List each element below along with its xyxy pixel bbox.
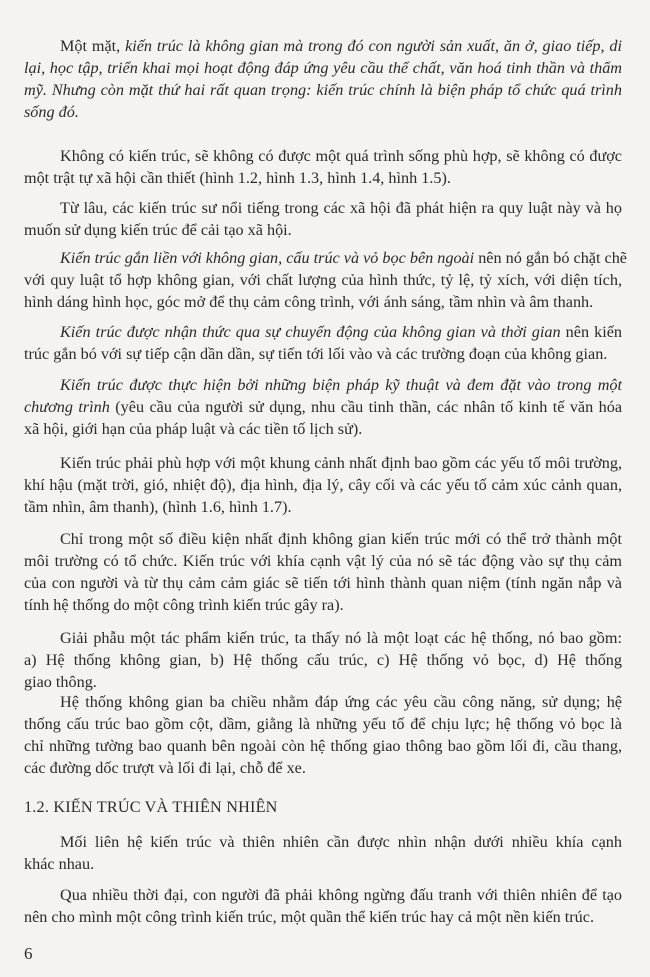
text-run: thống cấu trúc bao gồm cột, dầm, giằng là những yếu tố để chịu lực; hệ thống vỏ bọc là xyxy=(24,715,622,733)
text-line xyxy=(24,247,627,269)
text-run: (yêu cầu của người sử dụng, nhu cầu tinh thần, các nhân tố kinh tế văn hóa xyxy=(109,398,622,416)
text-line xyxy=(24,649,622,671)
text-line xyxy=(24,291,622,313)
text-run: Không có kiến trúc, sẽ không có được một quá trình sống phù hợp, sẽ không có được xyxy=(60,147,622,165)
text-line xyxy=(24,671,622,693)
italic-text: mỹ. Nhưng còn mặt thứ hai rất quan trọng: kiến trúc chính là biện pháp tổ chức quá trình xyxy=(24,81,622,99)
text-line xyxy=(24,343,622,365)
text-line xyxy=(24,735,622,757)
text-line xyxy=(24,57,622,79)
text-run: môi trường có tổ chức. Kiến trúc với khía cạnh vật lý của nó sẽ tác động vào sự thụ cảm xyxy=(24,552,622,570)
paragraph xyxy=(24,691,622,779)
text-run: Mối liên hệ kiến trúc và thiên nhiên cần được nhìn nhận dưới nhiều khía cạnh xyxy=(60,833,622,851)
text-line xyxy=(24,219,622,241)
text-line xyxy=(24,321,622,343)
text-run: nên kiến xyxy=(560,323,622,341)
text-run: nên nó gắn bó chặt chẽ xyxy=(474,249,627,267)
text-run: Giải phẫu một tác phẩm kiến trúc, ta thấy nó là một loạt các hệ thống, nó bao gồm: xyxy=(60,629,622,647)
text-run: Chỉ trong một số điều kiện nhất định không gian kiến trúc mới có thể trở thành một xyxy=(60,530,622,548)
paragraph xyxy=(24,35,622,123)
paragraph xyxy=(24,321,622,365)
text-line xyxy=(24,396,622,418)
italic-text: Kiến trúc được nhận thức qua sự chuyển động của không gian và thời gian xyxy=(60,323,561,341)
paragraph xyxy=(24,247,627,313)
text-run: Kiến trúc phải phù hợp với một khung cảnh nhất định bao gồm các yếu tố môi trường, xyxy=(60,454,622,472)
paragraph xyxy=(24,145,622,189)
text-run: một trật tự xã hội cần thiết (hình 1.2, hình 1.3, hình 1.4, hình 1.5). xyxy=(24,169,451,187)
text-line xyxy=(24,35,622,57)
text-run: Một mặt, xyxy=(60,37,126,55)
text-run: chỉ những tường bao quanh bên ngoài còn hệ thống giao thông bao gồm lối đi, cầu thang, xyxy=(24,737,622,755)
text-line xyxy=(24,496,622,518)
text-line xyxy=(24,418,622,440)
text-run: tính hệ thống do một công trình kiến trúc gây ra). xyxy=(24,596,344,614)
text-line xyxy=(24,474,622,496)
italic-text: sống đó. xyxy=(24,103,79,121)
paragraph xyxy=(24,627,622,693)
text-line xyxy=(24,691,622,713)
page-number: 6 xyxy=(24,944,33,963)
paragraph xyxy=(24,197,622,241)
text-line xyxy=(24,627,622,649)
text-line xyxy=(24,197,622,219)
text-line xyxy=(24,713,622,735)
text-run: nên cho mình một công trình kiến trúc, một quần thể kiến trúc hay cả một nền kiến trúc. xyxy=(24,908,595,926)
italic-text: lại, học tập, triển khai mọi hoạt động đáp ứng yêu cầu thể chất, văn hoá tinh thần và thẩm xyxy=(24,59,622,77)
text-line xyxy=(24,594,622,616)
text-line xyxy=(24,374,622,396)
italic-text: chương trình xyxy=(24,398,110,416)
text-run: tầm nhìn, âm thanh), (hình 1.6, hình 1.7). xyxy=(24,498,292,516)
text-line xyxy=(24,831,622,853)
text-run: Từ lâu, các kiến trúc sư nổi tiếng trong các xã hội đã phát hiện ra quy luật này và họ xyxy=(60,199,622,217)
text-line xyxy=(24,906,622,928)
text-run: khí hậu (mặt trời, gió, nhiệt độ), địa hình, địa lý, cây cối và các yếu tố cảm xúc cảnh quan, xyxy=(24,476,622,494)
text-run: Hệ thống không gian ba chiều nhằm đáp ứng các yêu cầu công năng, sử dụng; hệ xyxy=(60,693,622,711)
paragraph xyxy=(24,452,622,518)
text-line xyxy=(24,528,622,550)
text-line xyxy=(24,79,622,101)
italic-text: kiến trúc là không gian mà trong đó con người sản xuất, ăn ở, giao tiếp, di xyxy=(125,37,622,55)
paragraph xyxy=(24,528,622,616)
text-run: khác nhau. xyxy=(24,855,95,873)
text-run: của con người và từ thụ cảm cảm giác sẽ tiến tới hình thành quan niệm (tính ngăn nắp và xyxy=(24,574,622,592)
paragraph xyxy=(24,831,622,875)
paragraph xyxy=(24,884,622,928)
text-line xyxy=(24,452,622,474)
italic-text: Kiến trúc gắn liền với không gian, cấu trúc và vỏ bọc bên ngoài xyxy=(60,249,475,267)
text-line xyxy=(24,167,622,189)
text-line xyxy=(24,884,622,906)
text-run: trúc gắn bó với sự tiếp cận dần dần, sự tiến tới lối vào và các trường đoạn của không gian. xyxy=(24,345,608,363)
text-run: giao thông. xyxy=(24,673,97,691)
text-line xyxy=(24,550,622,572)
text-line xyxy=(24,572,622,594)
paragraph xyxy=(24,374,622,440)
italic-text: Kiến trúc được thực hiện bởi những biện pháp kỹ thuật và đem đặt vào trong một xyxy=(60,376,622,394)
text-run: hình dáng hình học, góc mở để thụ cảm công trình, với ánh sáng, tầm nhìn và âm thanh. xyxy=(24,293,594,311)
text-run: các đường dốc trượt và lối đi lại, chỗ để xe. xyxy=(24,759,306,777)
text-run: với quy luật tổ hợp không gian, với chất lượng của hình thức, tỷ lệ, tỷ xích, với diện tích, xyxy=(24,271,622,289)
text-run: muốn sử dụng kiến trúc để cải tạo xã hội. xyxy=(24,221,292,239)
text-line xyxy=(24,757,622,779)
text-run: a) Hệ thống không gian, b) Hệ thống cấu trúc, c) Hệ thống vỏ bọc, d) Hệ thống xyxy=(24,651,622,669)
section-heading: 1.2. KIẾN TRÚC VÀ THIÊN NHIÊN xyxy=(24,798,278,816)
text-line xyxy=(24,145,622,167)
text-run: xã hội, giới hạn của pháp luật và các tiền tố lịch sử). xyxy=(24,420,363,438)
text-run: Qua nhiều thời đại, con người đã phải không ngừng đấu tranh với thiên nhiên để tạo xyxy=(60,886,622,904)
text-line xyxy=(24,853,622,875)
text-line xyxy=(24,269,622,291)
text-line xyxy=(24,101,622,123)
